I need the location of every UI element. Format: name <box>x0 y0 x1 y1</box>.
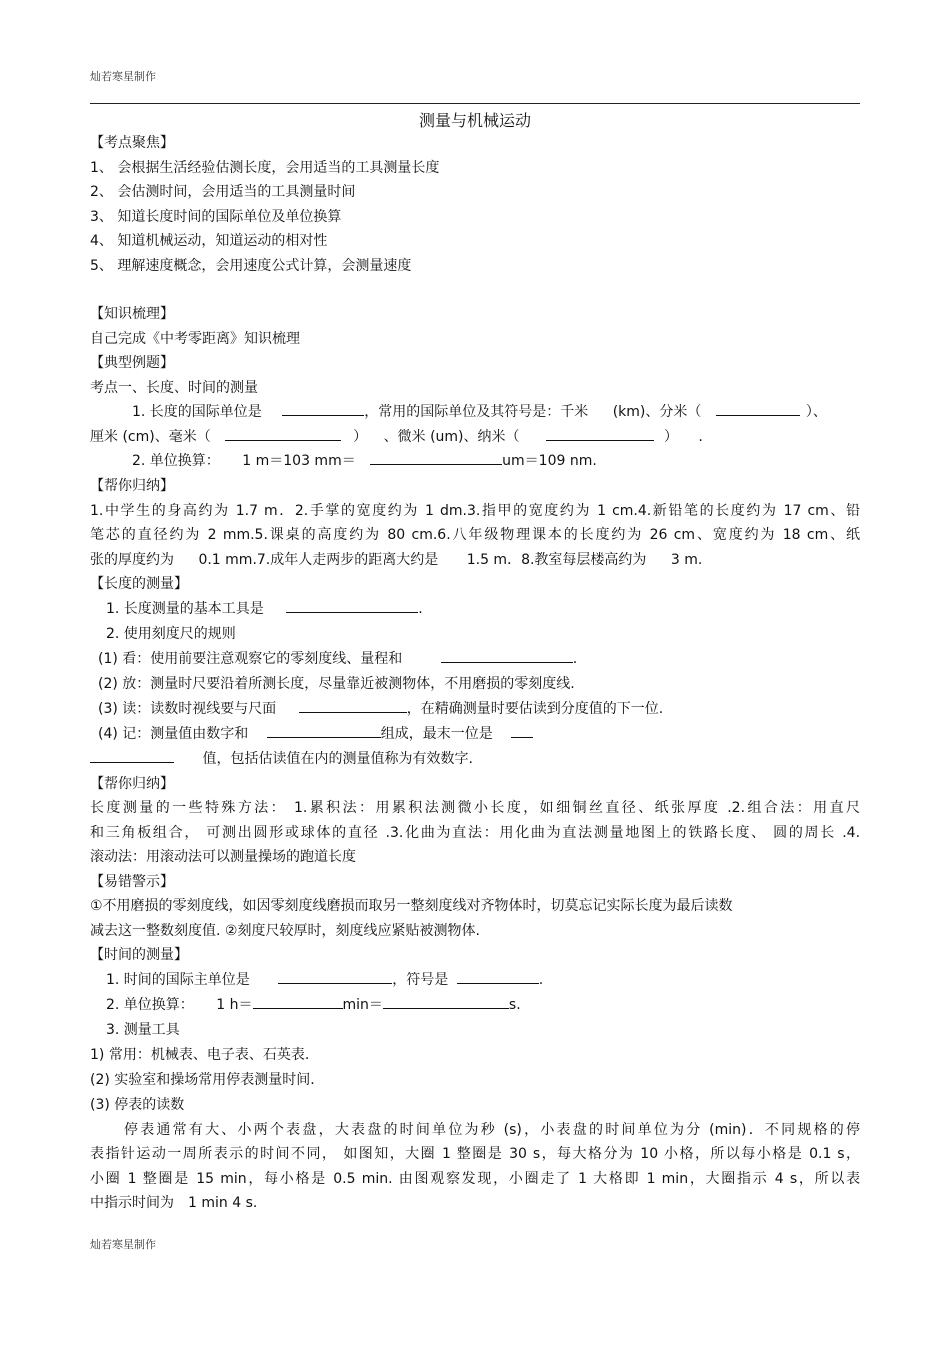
stopwatch-text: 如图知，大圈 1 整圈是 <box>343 1146 504 1162</box>
length-rule-7 <box>90 747 860 772</box>
summary-1-text: 笔芯的直径约为 <box>90 527 202 543</box>
stopwatch-paragraph-line-2 <box>90 1142 860 1167</box>
summary-2-text: .4. <box>842 824 861 841</box>
answer-blank[interactable] <box>267 722 381 738</box>
question-1-text-e: 厘米 (cm)、毫米（ <box>90 428 211 445</box>
question-1-line-1 <box>90 400 860 425</box>
time-heading: 【时间的测量】 <box>90 947 188 963</box>
question-2-text-c: um＝109 nm. <box>502 453 597 469</box>
answer-blank[interactable] <box>278 968 392 984</box>
question-1-line-2 <box>90 425 860 450</box>
answer-blank[interactable] <box>716 400 800 416</box>
time-item-6: (3) 停表的读数 <box>90 1096 185 1113</box>
document-body <box>90 131 860 1216</box>
answer-blank[interactable] <box>225 425 341 441</box>
summary-1-text: 26 cm、宽度约为 <box>649 527 777 543</box>
focus-item-1: 1、 会根据生活经验估测长度，会用适当的工具测量长度 <box>90 159 440 176</box>
answer-blank[interactable] <box>383 993 509 1009</box>
knowledge-text: 自己完成《中考零距离》知识梳理 <box>90 330 300 347</box>
stopwatch-text: 4 s，所以表 <box>774 1170 861 1187</box>
stopwatch-text: (s)，小表盘的时间单位为分 <box>503 1121 703 1138</box>
header-note: 灿若寒星制作 <box>90 70 156 83</box>
section-gap <box>90 278 860 302</box>
length-text: (3) 读：读数时视线要与尺面 <box>98 700 277 717</box>
focus-item-2: 2、 会估测时间，会用适当的工具测量时间 <box>90 184 356 200</box>
summary-1-text: 17 cm、铅 <box>783 502 860 519</box>
focus-item-3: 3、 知道长度时间的国际单位及单位换算 <box>90 208 342 225</box>
summary-2-heading: 【帮你归纳】 <box>90 775 174 792</box>
answer-blank[interactable] <box>286 597 418 613</box>
summary-1-text: 1.7 m．2.手掌的宽度约为 <box>235 502 419 519</box>
stopwatch-text: 停表通常有大、小两个表盘，大表盘的时间单位为秒 <box>124 1121 497 1138</box>
time-text: 1. 时间的国际主单位是 <box>106 971 250 988</box>
length-heading: 【长度的测量】 <box>90 576 188 592</box>
exam-point-1: 考点一、长度、时间的测量 <box>90 379 258 396</box>
examples-heading: 【典型例题】 <box>90 355 174 371</box>
length-rule-3 <box>90 647 860 672</box>
length-text: . <box>418 600 423 617</box>
stopwatch-text: 0.5 min. 由图观察发现，小圈走了 <box>333 1170 572 1187</box>
answer-blank[interactable] <box>370 449 502 465</box>
summary-2-text: .2.组合法：用直尺 <box>727 800 861 816</box>
length-text: (1) 看：使用前要注意观察它的零刻度线、量程和 <box>98 650 403 667</box>
length-text: 值，包括估读值在内的测量值称为有效数字. <box>202 750 473 767</box>
document-title: 测量与机械运动 <box>418 111 531 130</box>
question-1-text-a: 1. 长度的国际单位是 <box>132 404 262 420</box>
question-1-text-f: ） <box>353 428 368 445</box>
summary-1-text: 80 cm.6.八年级物理课本的长度约为 <box>387 527 644 543</box>
summary-2-text: 圆的周长 <box>773 824 837 841</box>
question-1-text-h: ） <box>663 428 678 445</box>
stopwatch-text: (min)．不同规格的停 <box>709 1121 861 1138</box>
stopwatch-text: 1 min，大圈指示 <box>646 1170 769 1187</box>
summary-1-text: 1.中学生的身高约为 <box>90 502 230 519</box>
summary-2-text: 可测出圆形或球体的直径 <box>206 824 380 841</box>
stopwatch-text: 表指针运动一周所表示的时间不同， <box>90 1146 338 1162</box>
length-text: 1. 长度测量的基本工具是 <box>106 600 264 617</box>
summary-2-text: 长度测量的一些特殊方法： <box>90 800 288 816</box>
time-item-1 <box>90 968 860 993</box>
stopwatch-paragraph-line-4: 中指示时间为 1 min 4 s. <box>90 1195 258 1211</box>
time-text: ，符号是 <box>392 971 449 988</box>
summary-2-text: 和三角板组合， <box>90 824 201 841</box>
focus-item-4: 4、 知道机械运动，知道运动的相对性 <box>90 233 328 249</box>
summary-1-text: 张的厚度约为 <box>90 551 174 568</box>
warning-line-2: 减去这一整数刻度值. ②刻度尺较厚时，刻度线应紧贴被测物体. <box>90 922 480 939</box>
summary-1-line-3 <box>90 548 860 573</box>
summary-2-text: .3.化曲为直法：用化曲为直法测量地图上的铁路长度、 <box>385 824 767 841</box>
length-rule-1 <box>90 597 860 622</box>
focus-item-5: 5、 理解速度概念，会用速度公式计算，会测量速度 <box>90 257 412 274</box>
summary-2-line-1 <box>90 796 860 821</box>
stopwatch-paragraph-line-3 <box>90 1167 860 1192</box>
time-item-5: (2) 实验室和操场常用停表测量时间. <box>90 1071 315 1088</box>
answer-blank[interactable] <box>299 697 407 713</box>
stopwatch-text: 1 大格即 <box>578 1170 641 1187</box>
length-rule-2: 2. 使用刻度尺的规则 <box>106 625 236 642</box>
question-1-text-d: ）、 <box>805 404 827 420</box>
time-text: s. <box>508 996 521 1013</box>
length-rule-5 <box>90 697 860 722</box>
length-text: 组成，最末一位是 <box>380 725 493 742</box>
summary-2-text: 1.累积法：用累积法测微小长度，如细铜丝直径、纸张厚度 <box>293 800 721 816</box>
answer-blank[interactable] <box>546 425 654 441</box>
summary-1-text: 18 cm、纸 <box>782 527 860 543</box>
stopwatch-text: 小圈 1 整圈是 <box>90 1170 190 1187</box>
question-2-text-a: 2. 单位换算： <box>132 453 220 469</box>
summary-1-text: 1.5 m．8.教室每层楼高约为 <box>466 551 647 568</box>
summary-2-line-2 <box>90 821 860 846</box>
summary-1-text: 3 m. <box>670 551 703 568</box>
length-text: . <box>572 650 578 667</box>
question-2-line <box>90 449 860 474</box>
question-1-text-g: 、微米 (um)、纳米（ <box>383 428 520 445</box>
time-text: 1 h＝ <box>216 996 253 1013</box>
time-text: . <box>538 971 544 988</box>
footer-note: 灿若寒星制作 <box>90 1238 156 1251</box>
time-text: min＝ <box>342 996 383 1013</box>
summary-1-text: 1 cm.4.新铅笔的长度约为 <box>597 502 778 519</box>
question-1-text-b: ，常用的国际单位及其符号是：千米 <box>364 404 589 420</box>
stopwatch-text: 15 min，每小格是 <box>196 1170 328 1187</box>
length-rule-4: (2) 放：测量时尺要沿着所测长度，尽量靠近被测物体，不用磨损的零刻度线. <box>98 675 575 692</box>
time-item-2 <box>90 993 860 1018</box>
header-divider <box>90 103 860 104</box>
time-text: 2. 单位换算： <box>106 996 194 1013</box>
answer-blank[interactable] <box>511 722 533 738</box>
length-rule-6 <box>90 722 860 747</box>
answer-blank[interactable] <box>441 647 573 663</box>
answer-blank[interactable] <box>282 400 364 416</box>
summary-1-line-1 <box>90 499 860 524</box>
answer-blank[interactable] <box>90 747 174 763</box>
warning-heading: 【易错警示】 <box>90 873 174 890</box>
question-1-text-i: . <box>698 428 703 445</box>
length-text: ，在精确测量时要估读到分度值的下一位. <box>406 700 664 717</box>
summary-1-line-2 <box>90 523 860 548</box>
focus-heading: 【考点聚焦】 <box>90 135 174 151</box>
warning-line-1: ①不用磨损的零刻度线，如因零刻度线磨损而取另一整刻度线对齐物体时，切莫忘记实际长度为最后读数 <box>90 898 733 914</box>
knowledge-heading: 【知识梳理】 <box>90 306 174 322</box>
stopwatch-text: 30 s，每大格分为 <box>509 1146 635 1162</box>
length-text: (4) 记：测量值由数字和 <box>98 725 249 742</box>
question-2-text-b: 1 m＝103 mm＝ <box>242 453 356 469</box>
stopwatch-paragraph-line-1 <box>90 1118 860 1143</box>
answer-blank[interactable] <box>457 968 539 984</box>
summary-2-line-3: 滚动法：用滚动法可以测量操场的跑道长度 <box>90 849 356 865</box>
summary-1-text: 1 dm.3.指甲的宽度约为 <box>425 502 592 519</box>
time-item-4: 1) 常用：机械表、电子表、石英表. <box>90 1046 310 1063</box>
question-1-text-c: (km)、分米（ <box>612 404 702 420</box>
summary-1-text: 0.1 mm.7.成年人走两步的距离大约是 <box>198 551 439 568</box>
summary-1-heading: 【帮你归纳】 <box>90 478 174 494</box>
summary-1-text: 2 mm.5.课桌的高度约为 <box>207 527 382 543</box>
stopwatch-text: 0.1 s， <box>809 1146 861 1162</box>
stopwatch-text: 10 小格，所以每小格是 <box>640 1146 804 1162</box>
time-item-3: 3. 测量工具 <box>106 1021 180 1038</box>
answer-blank[interactable] <box>253 993 343 1009</box>
